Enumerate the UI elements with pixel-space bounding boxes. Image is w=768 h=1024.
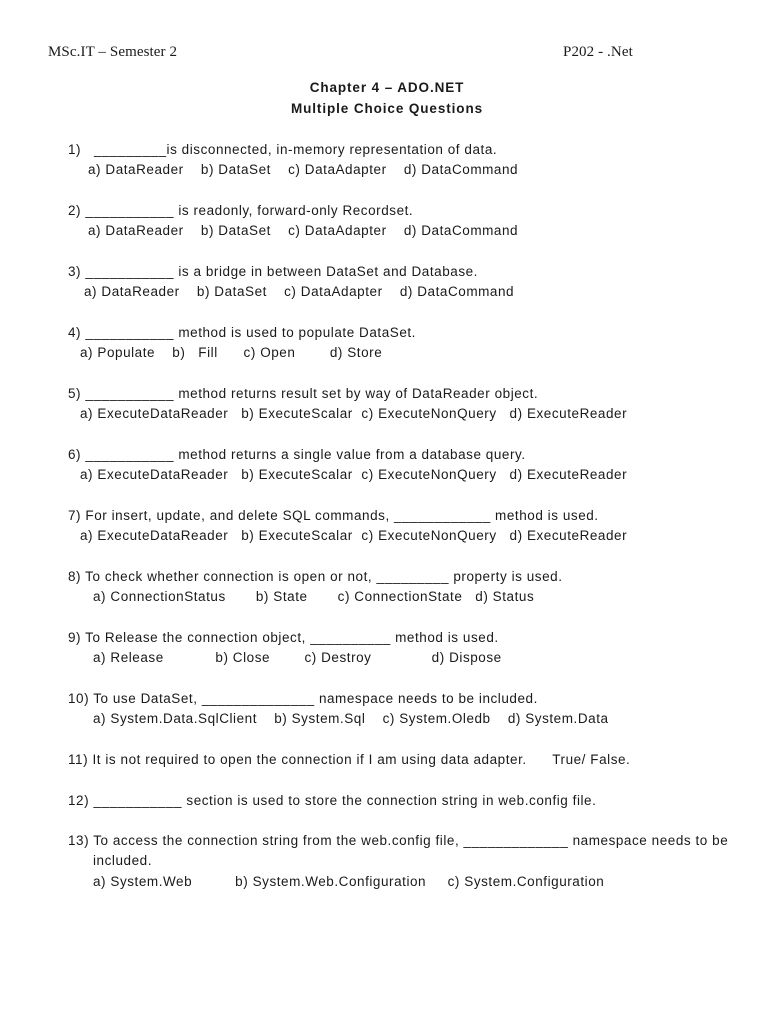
question-2-options: a) DataReader b) DataSet c) DataAdapter d) DataCommand [88,223,519,238]
question-13-options: a) System.Web b) System.Web.Configuration c) System.Configuration [93,874,605,889]
question-3-options: a) DataReader b) DataSet c) DataAdapter d) DataCommand [84,284,515,299]
question-7: 7) For insert, update, and delete SQL commands, ____________ method is used. [68,508,599,523]
question-1: 1) _________is disconnected, in-memory representation of data. [68,142,498,157]
question-10: 10) To use DataSet, ______________ namespace needs to be included. [68,691,538,706]
header-paper-code: P202 - .Net [563,44,633,60]
question-5-options: a) ExecuteDataReader b) ExecuteScalar c) ExecuteNonQuery d) ExecuteReader [80,406,628,421]
section-title: Multiple Choice Questions [290,101,483,116]
question-12: 12) ___________ section is used to store the connection string in web.config file. [68,793,597,808]
question-7-options: a) ExecuteDataReader b) ExecuteScalar c) ExecuteNonQuery d) ExecuteReader [80,528,628,543]
question-13: 13) To access the connection string from the web.config file, _____________ namespace needs to be [68,833,729,848]
question-8-options: a) ConnectionStatus b) State c) ConnectionState d) Status [93,589,535,604]
question-13-continuation: included. [93,853,152,868]
question-2: 2) ___________ is readonly, forward-only Recordset. [68,203,414,218]
question-10-options: a) System.Data.SqlClient b) System.Sql c) System.Oledb d) System.Data [93,711,609,726]
question-6: 6) ___________ method returns a single value from a database query. [68,447,526,462]
question-6-options: a) ExecuteDataReader b) ExecuteScalar c) ExecuteNonQuery d) ExecuteReader [80,467,628,482]
question-4: 4) ___________ method is used to populate DataSet. [68,325,416,340]
question-4-options: a) Populate b) Fill c) Open d) Store [80,345,383,360]
question-5: 5) ___________ method returns result set by way of DataReader object. [68,386,539,401]
question-9: 9) To Release the connection object, __________ method is used. [68,630,499,645]
question-11: 11) It is not required to open the connection if I am using data adapter. True/ False. [68,752,631,767]
header-course: MSc.IT – Semester 2 [48,44,178,60]
question-3: 3) ___________ is a bridge in between DataSet and Database. [68,264,478,279]
question-1-options: a) DataReader b) DataSet c) DataAdapter d) DataCommand [88,162,519,177]
question-9-options: a) Release b) Close c) Destroy d) Dispose [93,650,502,665]
question-8: 8) To check whether connection is open or not, _________ property is used. [68,569,563,584]
chapter-title: Chapter 4 – ADO.NET [309,80,465,95]
